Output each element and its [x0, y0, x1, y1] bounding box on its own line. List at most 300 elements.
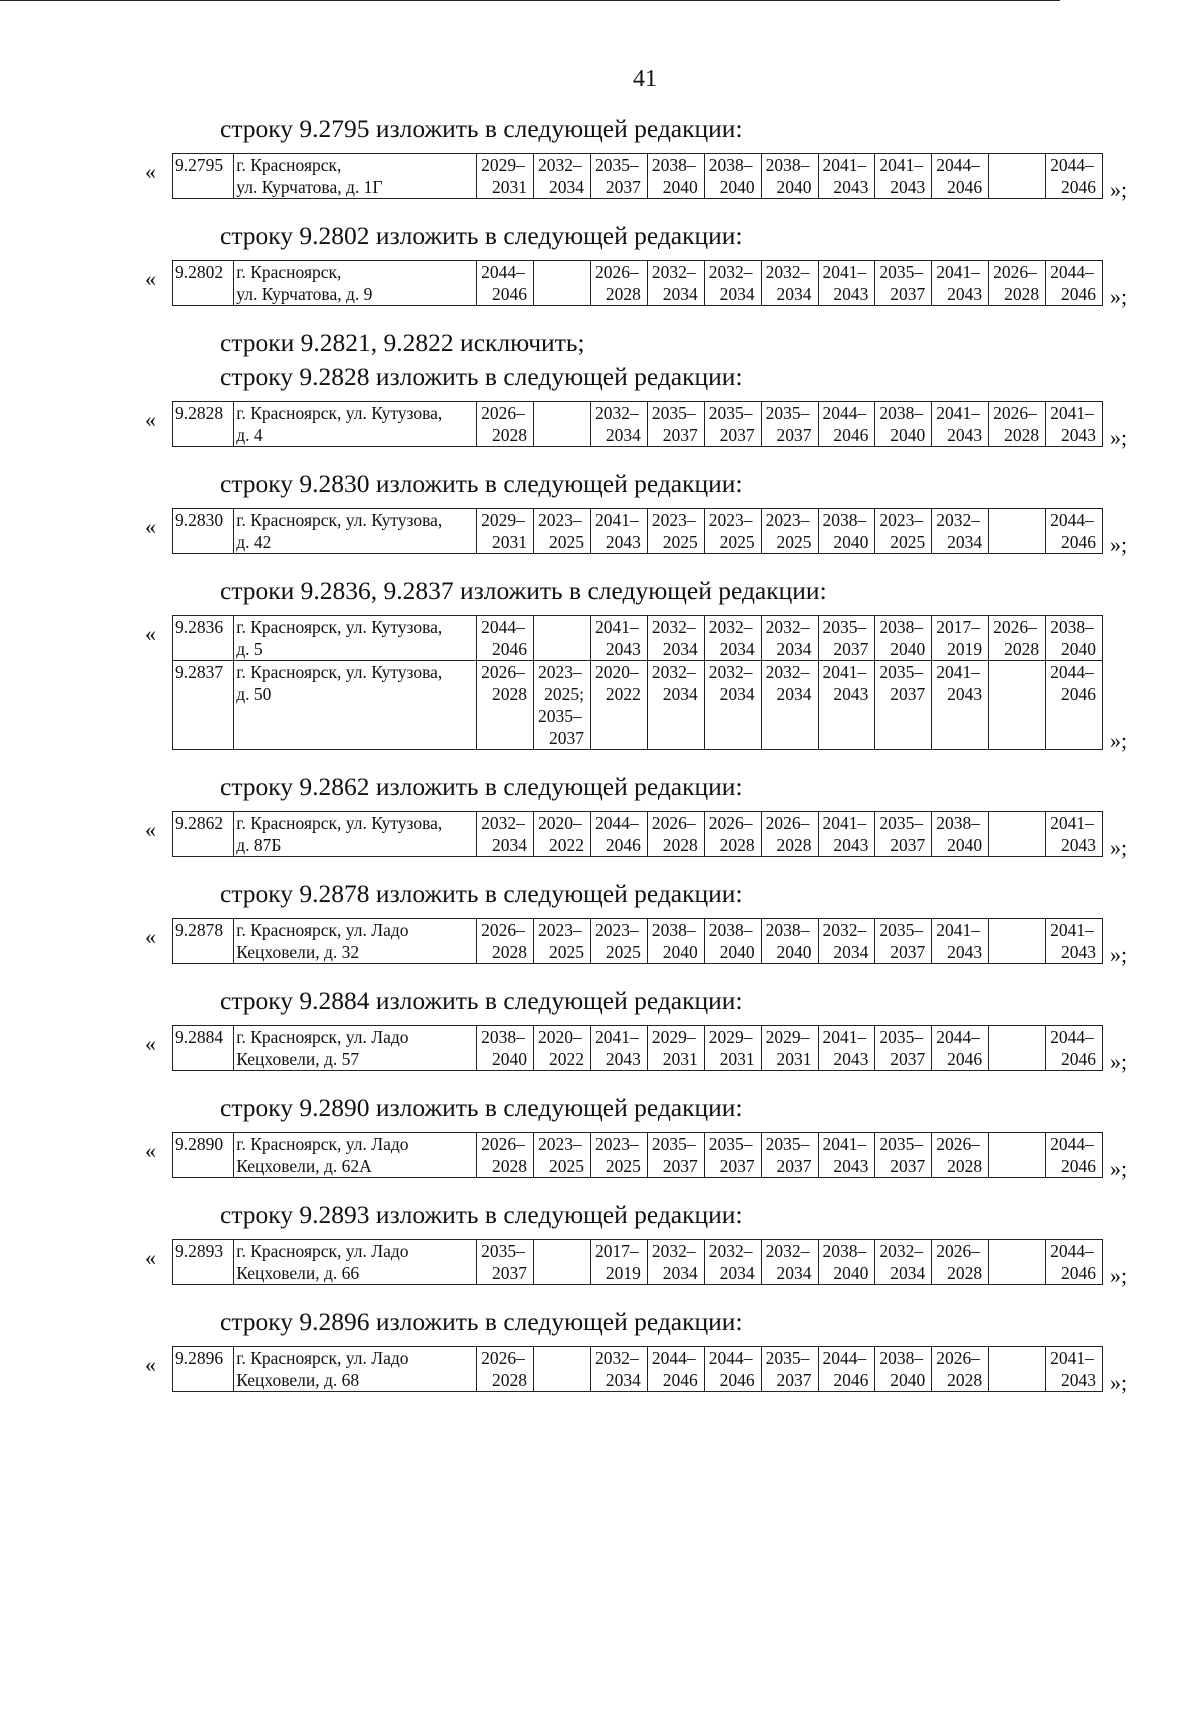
year-to: 2043 [833, 284, 869, 304]
year-from: 2026– [993, 617, 1037, 637]
row-address [234, 919, 477, 964]
year-range-cell [534, 154, 591, 199]
year-to: 2037 [890, 284, 926, 304]
year-range-cell [477, 1347, 534, 1392]
year-to: 2034 [776, 639, 812, 659]
year-from: 2038– [708, 155, 753, 175]
year-from: 2032– [651, 617, 696, 637]
year-to: 2028 [492, 684, 528, 704]
year-range-cell [477, 154, 534, 199]
closing-quote: »; [1110, 1156, 1128, 1181]
year-from: 2029– [481, 155, 525, 175]
year-to: 2040 [719, 177, 755, 197]
year-from: 2020– [594, 662, 639, 682]
instruction-text: строку 9.2862 изложить в следующей редакции: [220, 772, 743, 801]
year-to: 2025 [548, 942, 584, 962]
address-line: д. 5 [236, 639, 263, 659]
year-range-cell [590, 261, 647, 306]
year-to: 2046 [1061, 1263, 1096, 1283]
year-from: 2023– [538, 510, 582, 530]
year-from: 2023– [594, 920, 639, 940]
year-from: 2032– [708, 1241, 753, 1261]
year-from: 2032– [708, 262, 753, 282]
year-range-cell [818, 812, 875, 857]
year-range-cell [647, 402, 704, 447]
year-to: 2034 [662, 639, 698, 659]
year-from: 2038– [651, 155, 696, 175]
year-from: 2044– [936, 1027, 981, 1047]
year-range-cell [534, 1347, 591, 1392]
year-range-cell [989, 661, 1046, 750]
year-to: 2046 [719, 1370, 755, 1390]
table-row [173, 402, 1103, 447]
year-range-cell [704, 402, 761, 447]
year-range-cell [534, 261, 591, 306]
row-number: 9.2836 [173, 616, 234, 661]
closing-quote: »; [1110, 1049, 1128, 1074]
row-number: 9.2802 [173, 261, 234, 306]
year-to: 2037 [890, 1049, 926, 1069]
address-line: г. Красноярск, ул. Ладо [236, 1241, 409, 1261]
year-from: 2035– [765, 1134, 810, 1154]
year-from: 2041– [936, 403, 981, 423]
year-to: 2040 [492, 1049, 528, 1069]
year-to: 2034 [662, 1263, 698, 1283]
year-range-cell [875, 509, 932, 554]
year-from: 2032– [651, 1241, 696, 1261]
year-to: 2034 [662, 284, 698, 304]
table-row [173, 154, 1103, 199]
year-range-cell [932, 1133, 989, 1178]
address-line: г. Красноярск, [236, 155, 342, 175]
amendment-table [172, 1239, 1103, 1285]
year-range-cell [818, 402, 875, 447]
closing-quote: »; [1110, 942, 1128, 967]
year-to: 2043 [1061, 1370, 1096, 1390]
year-to: 2046 [605, 835, 641, 855]
year-range-cell [590, 1347, 647, 1392]
row-number: 9.2795 [173, 154, 234, 199]
year-to: 2019 [947, 639, 983, 659]
year-to: 2031 [719, 1049, 755, 1069]
year-to: 2034 [605, 1370, 641, 1390]
year-from: 2026– [765, 813, 810, 833]
year-range-cell [989, 919, 1046, 964]
row-number: 9.2830 [173, 509, 234, 554]
year-to: 2046 [833, 1370, 869, 1390]
address-line: г. Красноярск, ул. Кутузова, [236, 617, 443, 637]
address-line: ул. Курчатова, д. 1Г [236, 177, 383, 197]
year-from: 2041– [879, 155, 924, 175]
year-range-cell [932, 661, 989, 750]
year-range-cell [932, 1026, 989, 1071]
year-to: 2046 [947, 177, 983, 197]
row-address [234, 661, 477, 750]
row-number: 9.2862 [173, 812, 234, 857]
year-to: 2025 [605, 942, 641, 962]
year-range-cell [875, 261, 932, 306]
year-range-cell [590, 661, 647, 750]
year-from: 2032– [594, 403, 639, 423]
year-range-cell [534, 1133, 591, 1178]
year-range-cell [761, 154, 818, 199]
year-from: 2026– [481, 403, 525, 423]
year-from: 2041– [822, 1027, 867, 1047]
year-range-cell [704, 919, 761, 964]
table-row [173, 661, 1103, 750]
year-from: 2041– [822, 155, 867, 175]
year-to: 2040 [833, 1263, 869, 1283]
year-to: 2040 [776, 942, 812, 962]
year-range-cell [875, 1240, 932, 1285]
year-to: 2028 [947, 1156, 983, 1176]
closing-quote: »; [1110, 1370, 1128, 1395]
year-range-cell [590, 1240, 647, 1285]
year-to: 2025; [544, 684, 584, 704]
year-from: 2041– [1050, 1348, 1094, 1368]
year-range-cell [534, 616, 591, 661]
address-line: ул. Курчатова, д. 9 [236, 284, 373, 304]
year-from: 2035– [879, 920, 924, 940]
year-range-cell [875, 919, 932, 964]
year-range-cell [761, 616, 818, 661]
year-from: 2032– [765, 617, 810, 637]
instruction-text: строку 9.2896 изложить в следующей редакции: [220, 1307, 743, 1336]
year-from: 2038– [708, 920, 753, 940]
page-number: 41 [633, 66, 657, 92]
instruction-text: строку 9.2884 изложить в следующей редакции: [220, 986, 743, 1015]
year-range-cell [761, 509, 818, 554]
year-range-cell [932, 1347, 989, 1392]
year-from: 2041– [1050, 403, 1094, 423]
amendment-table [172, 918, 1103, 964]
year-to: 2040 [890, 639, 926, 659]
year-to: 2034 [890, 1263, 926, 1283]
year-to: 2034 [719, 684, 755, 704]
year-to: 2028 [662, 835, 698, 855]
year-range-cell [761, 1133, 818, 1178]
year-from: 2023– [538, 662, 582, 682]
address-line: д. 4 [236, 425, 263, 445]
year-to: 2034 [776, 684, 812, 704]
row-address [234, 1133, 477, 1178]
year-range-cell [1046, 1026, 1103, 1071]
year-to: 2037 [890, 1156, 926, 1176]
year-range-cell [875, 154, 932, 199]
year-to: 2040 [947, 835, 983, 855]
year-range-cell [704, 812, 761, 857]
year-from: 2026– [993, 403, 1037, 423]
opening-quote: « [145, 514, 156, 539]
year-to: 2034 [833, 942, 869, 962]
year-range-cell [477, 919, 534, 964]
year-from: 2026– [936, 1241, 981, 1261]
year-from: 2041– [1050, 813, 1094, 833]
year-from: 2044– [1050, 1027, 1094, 1047]
year-range-cell [1046, 261, 1103, 306]
year-from: 2038– [765, 920, 810, 940]
year-to: 2037 [719, 425, 755, 445]
address-line: г. Красноярск, ул. Ладо [236, 920, 409, 940]
year-to: 2022 [548, 1049, 584, 1069]
year-range-cell [534, 1026, 591, 1071]
row-number: 9.2828 [173, 402, 234, 447]
year-range-cell [761, 812, 818, 857]
year-to: 2043 [833, 1156, 869, 1176]
amendment-table-block [0, 918, 1200, 967]
opening-quote: « [145, 1352, 156, 1377]
year-to: 2040 [833, 532, 869, 552]
year-range-cell [761, 661, 818, 750]
amendment-table [172, 615, 1103, 750]
year-to: 2043 [833, 835, 869, 855]
row-number: 9.2884 [173, 1026, 234, 1071]
year-range-cell [647, 509, 704, 554]
year-to: 2040 [662, 177, 698, 197]
year-range-cell [704, 1240, 761, 1285]
year-from: 2044– [1050, 155, 1094, 175]
year-range-cell [704, 261, 761, 306]
year-from: 2044– [708, 1348, 753, 1368]
year-range-cell [590, 154, 647, 199]
year-from: 2044– [1050, 262, 1094, 282]
year-range-cell [761, 1240, 818, 1285]
table-row [173, 509, 1103, 554]
year-from: 2041– [936, 920, 981, 940]
year-range-cell [647, 1133, 704, 1178]
year-from: 2044– [651, 1348, 696, 1368]
year-from: 2035– [765, 1348, 810, 1368]
year-to: 2025 [662, 532, 698, 552]
year-range-cell [647, 261, 704, 306]
year-to: 2034 [719, 1263, 755, 1283]
year-from: 2035– [879, 1134, 924, 1154]
year-from: 2035– [651, 403, 696, 423]
year-from: 2038– [765, 155, 810, 175]
year-to: 2034 [548, 177, 584, 197]
year-range-cell [534, 661, 591, 750]
year-to: 2028 [605, 284, 641, 304]
year-to: 2046 [662, 1370, 698, 1390]
year-to: 2046 [1061, 684, 1096, 704]
year-from: 2044– [1050, 1134, 1094, 1154]
year-to: 2028 [719, 835, 755, 855]
year-to: 2025 [548, 532, 584, 552]
year-range-cell [818, 154, 875, 199]
year-range-cell [704, 154, 761, 199]
page-top-rule [0, 0, 1060, 1]
year-to: 2043 [833, 177, 869, 197]
amendment-table [172, 508, 1103, 554]
year-from: 2023– [594, 1134, 639, 1154]
year-to: 2028 [947, 1263, 983, 1283]
year-from: 2032– [708, 662, 753, 682]
year-range-cell [818, 1347, 875, 1392]
year-to: 2034 [719, 639, 755, 659]
year-range-cell [590, 1133, 647, 1178]
year-to: 2037 [776, 1370, 812, 1390]
year-to: 2043 [890, 177, 926, 197]
year-to: 2040 [719, 942, 755, 962]
address-line: д. 42 [236, 532, 272, 552]
year-from: 2038– [481, 1027, 525, 1047]
opening-quote: « [145, 817, 156, 842]
year-range-cell [534, 919, 591, 964]
amendment-table [172, 1346, 1103, 1392]
address-line: г. Красноярск, ул. Кутузова, [236, 813, 443, 833]
year-from: 2041– [822, 813, 867, 833]
amendment-table [172, 811, 1103, 857]
year-to: 2034 [719, 284, 755, 304]
year-range-cell [1046, 509, 1103, 554]
opening-quote: « [145, 407, 156, 432]
year-from: 2044– [594, 813, 639, 833]
table-row [173, 261, 1103, 306]
year-range-cell [932, 509, 989, 554]
year-from: 2026– [708, 813, 753, 833]
row-address [234, 261, 477, 306]
table-row [173, 1347, 1103, 1392]
year-to: 2019 [605, 1263, 641, 1283]
year-range-cell [989, 1347, 1046, 1392]
year-range-cell [989, 1240, 1046, 1285]
year-from: 2038– [936, 813, 981, 833]
year-from: 2038– [879, 617, 924, 637]
year-range-cell [761, 402, 818, 447]
year-range-cell [590, 402, 647, 447]
year-to: 2037 [605, 177, 641, 197]
amendment-table-block [0, 401, 1200, 450]
year-range-cell [704, 509, 761, 554]
year-from: 2041– [1050, 920, 1094, 940]
year-from: 2020– [538, 1027, 582, 1047]
table-row [173, 1240, 1103, 1285]
year-to: 2028 [492, 942, 528, 962]
year-range-cell [647, 1347, 704, 1392]
instruction-text: строку 9.2893 изложить в следующей редакции: [220, 1200, 743, 1229]
year-range-cell [818, 261, 875, 306]
year-to: 2037 [890, 684, 926, 704]
year-to: 2046 [1061, 177, 1096, 197]
year-range-cell [647, 812, 704, 857]
year-extra: 2037 [548, 728, 584, 748]
year-from: 2026– [651, 813, 696, 833]
year-range-cell [647, 919, 704, 964]
year-from: 2032– [651, 662, 696, 682]
year-to: 2028 [492, 1156, 528, 1176]
address-line: Кецховели, д. 32 [236, 942, 360, 962]
year-from: 2038– [1050, 617, 1094, 637]
year-to: 2043 [833, 1049, 869, 1069]
row-address [234, 1347, 477, 1392]
row-address [234, 812, 477, 857]
year-to: 2040 [890, 425, 926, 445]
address-line: д. 50 [236, 684, 272, 704]
year-to: 2028 [776, 835, 812, 855]
year-from: 2044– [936, 155, 981, 175]
year-to: 2031 [776, 1049, 812, 1069]
year-from: 2044– [822, 1348, 867, 1368]
year-range-cell [1046, 1133, 1103, 1178]
year-from: 2032– [765, 662, 810, 682]
year-to: 2043 [947, 425, 983, 445]
year-range-cell [647, 154, 704, 199]
year-from: 2035– [879, 262, 924, 282]
closing-quote: »; [1110, 1263, 1128, 1288]
instruction-text: строку 9.2828 изложить в следующей редакции: [220, 362, 743, 391]
year-to: 2040 [890, 1370, 926, 1390]
row-number: 9.2878 [173, 919, 234, 964]
address-line: г. Красноярск, ул. Ладо [236, 1134, 409, 1154]
opening-quote: « [145, 621, 156, 646]
year-to: 2025 [776, 532, 812, 552]
year-from: 2035– [765, 403, 810, 423]
year-from: 2035– [822, 617, 867, 637]
year-to: 2037 [492, 1263, 528, 1283]
year-to: 2031 [492, 177, 528, 197]
year-to: 2046 [1061, 284, 1096, 304]
year-range-cell [818, 1240, 875, 1285]
opening-quote: « [145, 266, 156, 291]
year-from: 2026– [936, 1348, 981, 1368]
year-from: 2044– [1050, 662, 1094, 682]
year-from: 2032– [594, 1348, 639, 1368]
year-range-cell [477, 1240, 534, 1285]
year-extra: 2035– [538, 706, 582, 726]
year-to: 2043 [605, 639, 641, 659]
year-to: 2043 [1061, 835, 1096, 855]
year-range-cell [875, 1026, 932, 1071]
address-line: Кецховели, д. 68 [236, 1370, 360, 1390]
year-from: 2026– [481, 1348, 525, 1368]
year-to: 2043 [947, 942, 983, 962]
year-from: 2026– [481, 920, 525, 940]
year-to: 2031 [492, 532, 528, 552]
year-from: 2038– [879, 403, 924, 423]
year-from: 2044– [822, 403, 867, 423]
year-to: 2037 [662, 1156, 698, 1176]
year-range-cell [1046, 1240, 1103, 1285]
year-from: 2035– [879, 1027, 924, 1047]
instruction-text: строку 9.2795 изложить в следующей редакции: [220, 114, 743, 143]
year-from: 2038– [822, 510, 867, 530]
year-from: 2032– [481, 813, 525, 833]
year-to: 2031 [662, 1049, 698, 1069]
year-from: 2026– [481, 1134, 525, 1154]
year-to: 2046 [492, 639, 528, 659]
year-range-cell [932, 919, 989, 964]
amendment-table-block [0, 153, 1200, 202]
amendment-table [172, 153, 1103, 199]
year-from: 2020– [538, 813, 582, 833]
year-range-cell [647, 616, 704, 661]
year-range-cell [989, 1026, 1046, 1071]
document-body [0, 112, 1200, 1412]
row-address [234, 1026, 477, 1071]
year-to: 2043 [833, 684, 869, 704]
year-to: 2034 [662, 684, 698, 704]
year-range-cell [647, 1026, 704, 1071]
row-address [234, 154, 477, 199]
year-from: 2044– [481, 617, 525, 637]
year-range-cell [989, 1133, 1046, 1178]
year-from: 2035– [879, 813, 924, 833]
year-to: 2037 [890, 942, 926, 962]
amendment-table [172, 1025, 1103, 1071]
year-from: 2035– [879, 662, 924, 682]
year-to: 2034 [605, 425, 641, 445]
year-from: 2035– [481, 1241, 525, 1261]
